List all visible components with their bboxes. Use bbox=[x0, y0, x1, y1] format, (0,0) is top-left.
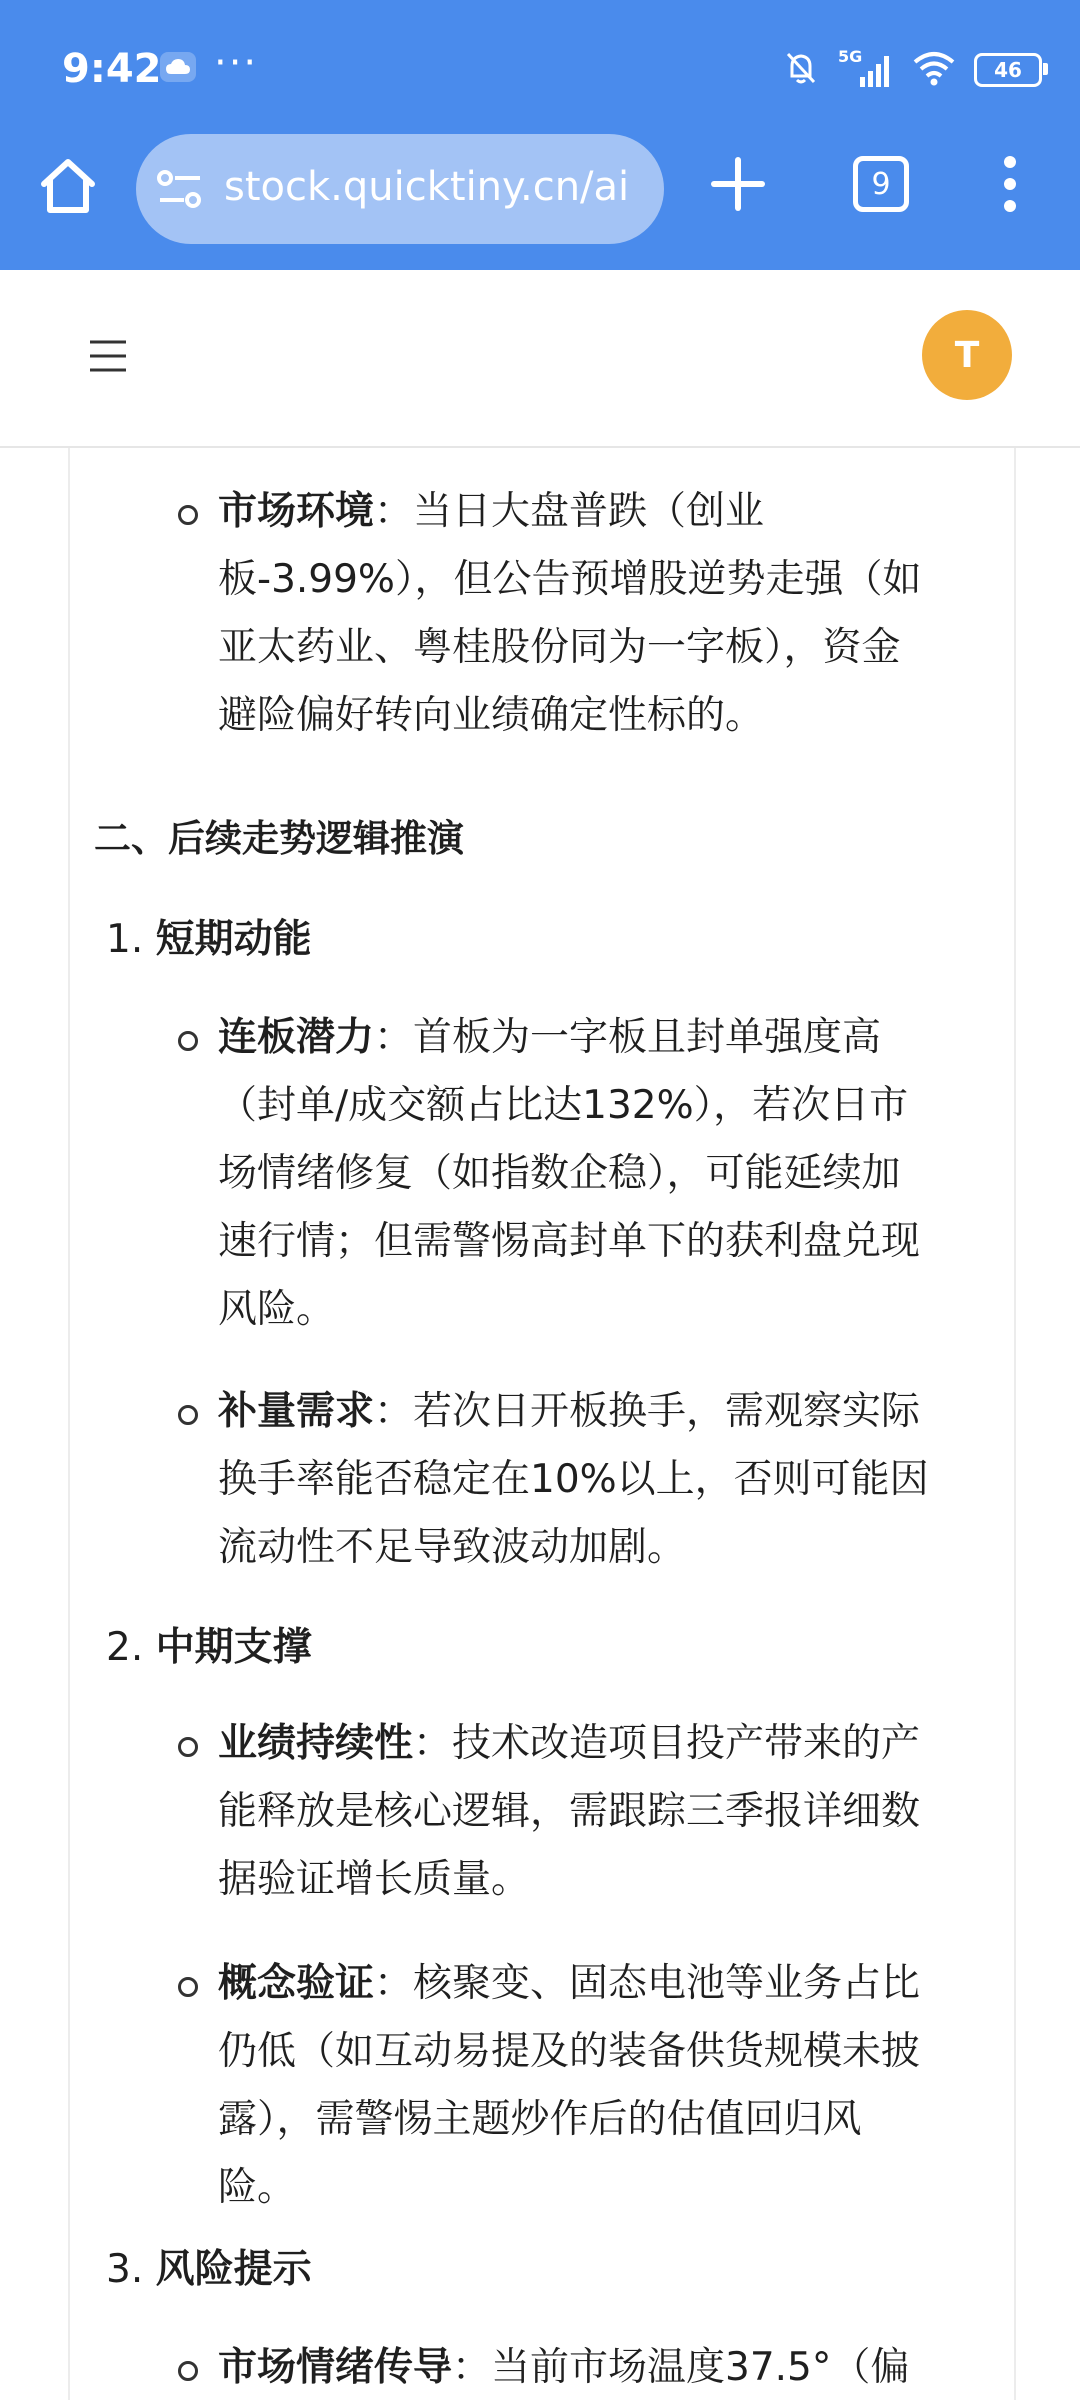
text-line: 若次日开板换手，需观察实际 bbox=[413, 1389, 921, 1434]
home-button[interactable] bbox=[36, 154, 100, 218]
cloud-notification-icon bbox=[160, 52, 196, 82]
separator: ： bbox=[413, 1721, 453, 1766]
subsection-heading-2 bbox=[106, 1616, 312, 1672]
separator: ： bbox=[452, 2345, 492, 2390]
subsection-heading-1 bbox=[106, 908, 312, 964]
text-line: 风险。 bbox=[218, 1287, 336, 1332]
text-line: 核聚变、固态电池等业务占比 bbox=[413, 1961, 921, 2006]
article-content bbox=[68, 448, 1016, 2400]
status-bar bbox=[0, 40, 1080, 100]
wifi-icon bbox=[912, 50, 956, 90]
status-time: 9:42 bbox=[62, 46, 162, 92]
bullet-icon bbox=[178, 2361, 198, 2381]
address-bar[interactable] bbox=[136, 134, 664, 244]
term: 市场情绪传导 bbox=[218, 2345, 453, 2390]
term: 概念验证 bbox=[218, 1961, 375, 2006]
text-line: 能释放是核心逻辑，需跟踪三季报详细数 bbox=[218, 1789, 921, 1834]
text-line: 板-3.99%），但公告预增股逆势走强（如 bbox=[218, 557, 922, 602]
hamburger-menu-icon[interactable] bbox=[88, 336, 128, 376]
list-number: 1. bbox=[106, 917, 144, 962]
bullet-icon bbox=[178, 505, 198, 525]
separator: ： bbox=[374, 1015, 414, 1060]
text-line: 技术改造项目投产带来的产 bbox=[452, 1721, 921, 1766]
text-line: 险。 bbox=[218, 2165, 297, 2210]
browser-chrome bbox=[0, 0, 1080, 270]
section-heading: 二、后续走势逻辑推演 bbox=[94, 817, 464, 860]
separator: ： bbox=[374, 1961, 414, 2006]
subsection-label: 中期支撑 bbox=[155, 1625, 312, 1670]
subsection-heading-3 bbox=[106, 2238, 312, 2294]
status-overflow: ··· bbox=[214, 40, 259, 86]
text-line: 当前市场温度37.5°（偏 bbox=[491, 2345, 910, 2390]
bullet-icon bbox=[178, 1977, 198, 1997]
text-line: 避险偏好转向业绩确定性标的。 bbox=[218, 693, 765, 738]
text-line: 首板为一字板且封单强度高 bbox=[413, 1015, 882, 1060]
text-line: 仍低（如互动易提及的装备供货规模未披 bbox=[218, 2029, 921, 2074]
separator: ： bbox=[374, 489, 414, 534]
new-tab-button[interactable] bbox=[708, 154, 768, 214]
text-line: 露），需警惕主题炒作后的估值回归风 bbox=[218, 2097, 862, 2142]
term: 市场环境 bbox=[218, 489, 375, 534]
term: 补量需求 bbox=[218, 1389, 375, 1434]
bullet-icon bbox=[178, 1737, 198, 1757]
subsection-label: 短期动能 bbox=[155, 917, 312, 962]
network-type: 5G bbox=[838, 47, 863, 66]
more-options-icon[interactable] bbox=[990, 152, 1030, 216]
bullet-icon bbox=[178, 1405, 198, 1425]
text-line: 当日大盘普跌（创业 bbox=[413, 489, 765, 534]
text-line: 速行情；但需警惕高封单下的获利盘兑现 bbox=[218, 1219, 921, 1264]
list-number: 3. bbox=[106, 2247, 144, 2292]
text-line: 流动性不足导致波动加剧。 bbox=[218, 1525, 687, 1570]
term: 业绩持续性 bbox=[218, 1721, 414, 1766]
site-header bbox=[0, 270, 1080, 448]
term: 连板潜力 bbox=[218, 1015, 375, 1060]
signal-5g-icon bbox=[838, 47, 894, 89]
url-text[interactable]: stock.quicktiny.cn/ai bbox=[224, 164, 630, 210]
text-line: 据验证增长质量。 bbox=[218, 1857, 531, 1902]
address-bar-row bbox=[0, 130, 1080, 248]
mute-bell-icon bbox=[782, 49, 820, 91]
subsection-label: 风险提示 bbox=[155, 2247, 312, 2292]
text-line: 场情绪修复（如指数企稳），可能延续加 bbox=[218, 1151, 901, 1196]
tab-switcher-button[interactable]: 9 bbox=[853, 156, 909, 212]
text-line: （封单/成交额占比达132%），若次日市 bbox=[218, 1083, 909, 1128]
bullet-icon bbox=[178, 1031, 198, 1051]
text-line: 亚太药业、粤桂股份同为一字板），资金 bbox=[218, 625, 901, 670]
text-line: 换手率能否稳定在10%以上，否则可能因 bbox=[218, 1457, 929, 1502]
site-settings-icon[interactable] bbox=[156, 168, 204, 216]
list-number: 2. bbox=[106, 1625, 144, 1670]
user-avatar[interactable]: T bbox=[922, 310, 1012, 400]
battery-indicator: 46 bbox=[974, 53, 1042, 87]
separator: ： bbox=[374, 1389, 414, 1434]
